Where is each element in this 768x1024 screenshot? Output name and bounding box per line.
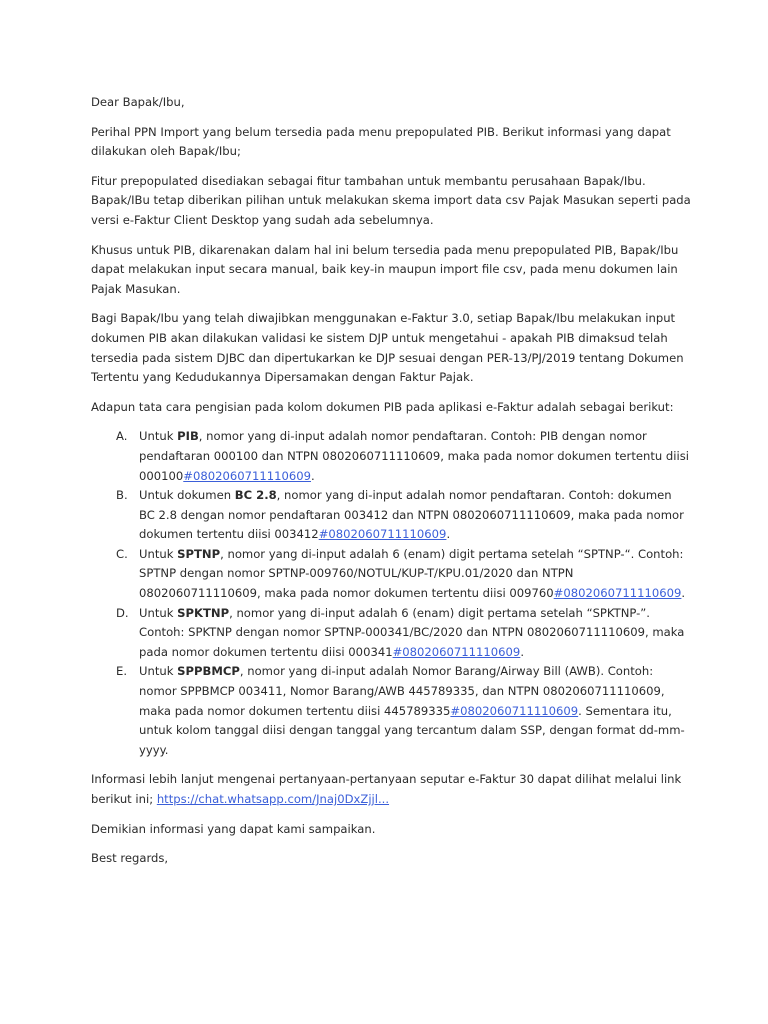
list-marker: D. bbox=[116, 605, 129, 620]
signoff: Best regards, bbox=[91, 851, 169, 866]
list-item-text: , nomor yang di-input adalah nomor pendaftaran. Contoh: dokumen BC 2.8 dengan nomor pendaftaran 003412 dan NTPN 0802060711110609, maka pada nomor dokumen tertentu diisi 003412 bbox=[139, 488, 684, 542]
paragraph-intro: Perihal PPN Import yang belum tersedia pada menu prepopulated PIB. Berikut informasi yang dapat dilakukan oleh Bapak/Ibu; bbox=[91, 124, 671, 159]
list-item-text: , nomor yang di-input adalah nomor pendaftaran. Contoh: PIB dengan nomor pendaftaran 000100 dan NTPN 0802060711110609, maka pada nomor dokumen tertentu diisi 000100 bbox=[139, 429, 689, 483]
paragraph-prepopulated: Fitur prepopulated disediakan sebagai fitur tambahan untuk membantu perusahaan Bapak/Ibu. Bapak/IBu tetap diberikan pilihan untuk melakukan skema import data csv Pajak Masukan seperti pada versi e-Faktur Client Desktop yang sudah ada sebelumnya. bbox=[91, 173, 691, 227]
list-item bbox=[91, 662, 691, 760]
ntpn-link[interactable]: #0802060711110609 bbox=[553, 586, 682, 601]
list-item-suffix: . bbox=[520, 644, 525, 659]
info-paragraph bbox=[91, 770, 691, 809]
list-item bbox=[91, 604, 691, 663]
list-item-suffix: . Sementara itu, untuk kolom tanggal diisi dengan tanggal yang tercantum dalam SSP, dengan format dd-mm-yyyy. bbox=[139, 703, 685, 757]
list-item-suffix: . bbox=[446, 527, 451, 542]
list-item-suffix: . bbox=[681, 586, 686, 601]
closing-paragraph: Demikian informasi yang dapat kami sampaikan. bbox=[91, 821, 376, 836]
info-text: Informasi lebih lanjut mengenai pertanyaan-pertanyaan seputar e-Faktur 30 dapat dilihat melalui link berikut ini; bbox=[91, 772, 682, 806]
letter-body bbox=[91, 93, 691, 879]
list-item bbox=[91, 545, 691, 604]
list-marker: C. bbox=[116, 546, 128, 561]
list-item-doc-type: SPTNP bbox=[177, 546, 221, 561]
ntpn-link[interactable]: #0802060711110609 bbox=[450, 703, 579, 718]
list-item bbox=[91, 427, 691, 486]
list-item-text: , nomor yang di-input adalah Nomor Barang/Airway Bill (AWB). Contoh: nomor SPPBMCP 003411, Nomor Barang/AWB 445789335, dan NTPN 0802060711110609, maka pada nomor dokumen tertentu diisi 445789335 bbox=[139, 664, 665, 718]
ntpn-link[interactable]: #0802060711110609 bbox=[183, 468, 312, 483]
list-item-prefix: Untuk dokumen bbox=[139, 488, 235, 503]
list-item-doc-type: BC 2.8 bbox=[234, 488, 277, 503]
greeting: Dear Bapak/Ibu, bbox=[91, 95, 185, 109]
ntpn-link[interactable]: #0802060711110609 bbox=[318, 527, 447, 542]
list-item-text: , nomor yang di-input adalah 6 (enam) digit pertama setelah “SPKTNP-”. Contoh: SPKTNP dengan nomor SPTNP-000341/BC/2020 dan NTPN 0802060711110609, maka pada nomor dokumen tertentu diisi 000341 bbox=[139, 605, 685, 659]
list-item-prefix: Untuk bbox=[139, 546, 178, 561]
paragraph-pib-manual: Khusus untuk PIB, dikarenakan dalam hal ini belum tersedia pada menu prepopulated PIB, Bapak/Ibu dapat melakukan input secara manual, baik key-in maupun import file csv, pada menu dokumen lain Pajak Masukan. bbox=[91, 242, 679, 296]
list-marker: A. bbox=[116, 429, 128, 444]
list-item-doc-type: SPKTNP bbox=[177, 605, 230, 620]
list-item-prefix: Untuk bbox=[139, 429, 178, 444]
list-marker: B. bbox=[116, 488, 128, 503]
list-marker: E. bbox=[116, 664, 128, 679]
list-item-text: , nomor yang di-input adalah 6 (enam) digit pertama setelah “SPTNP-“. Contoh: SPTNP dengan nomor SPTNP-009760/NOTUL/KUP-T/KPU.01/2020 dan NTPN 0802060711110609, maka pada nomor dokumen tertentu diisi 009760 bbox=[139, 546, 684, 601]
list-item-doc-type: PIB bbox=[177, 429, 199, 444]
ntpn-link[interactable]: #0802060711110609 bbox=[392, 644, 521, 659]
list-item-suffix: . bbox=[311, 468, 315, 483]
list-item-prefix: Untuk bbox=[139, 664, 178, 679]
whatsapp-link[interactable]: https://chat.whatsapp.com/Jnaj0DxZjjl... bbox=[156, 792, 390, 806]
list-item-prefix: Untuk bbox=[139, 605, 178, 620]
list-item-doc-type: SPPBMCP bbox=[177, 664, 240, 679]
list-item bbox=[91, 486, 691, 545]
paragraph-procedure: Adapun tata cara pengisian pada kolom dokumen PIB pada aplikasi e-Faktur adalah sebagai berikut: bbox=[91, 399, 674, 414]
paragraph-validation: Bagi Bapak/Ibu yang telah diwajibkan menggunakan e-Faktur 3.0, setiap Bapak/Ibu melakukan input dokumen PIB akan dilakukan validasi ke sistem DJP untuk mengetahui - apakah PIB dimaksud telah tersedia pada sistem DJBC dan dipertukarkan ke DJP sesuai dengan PER-13/PJ/2019 tentang Dokumen Tertentu yang Kedudukannya Dipersamakan dengan Faktur Pajak. bbox=[91, 311, 684, 385]
document-type-list bbox=[91, 427, 691, 760]
